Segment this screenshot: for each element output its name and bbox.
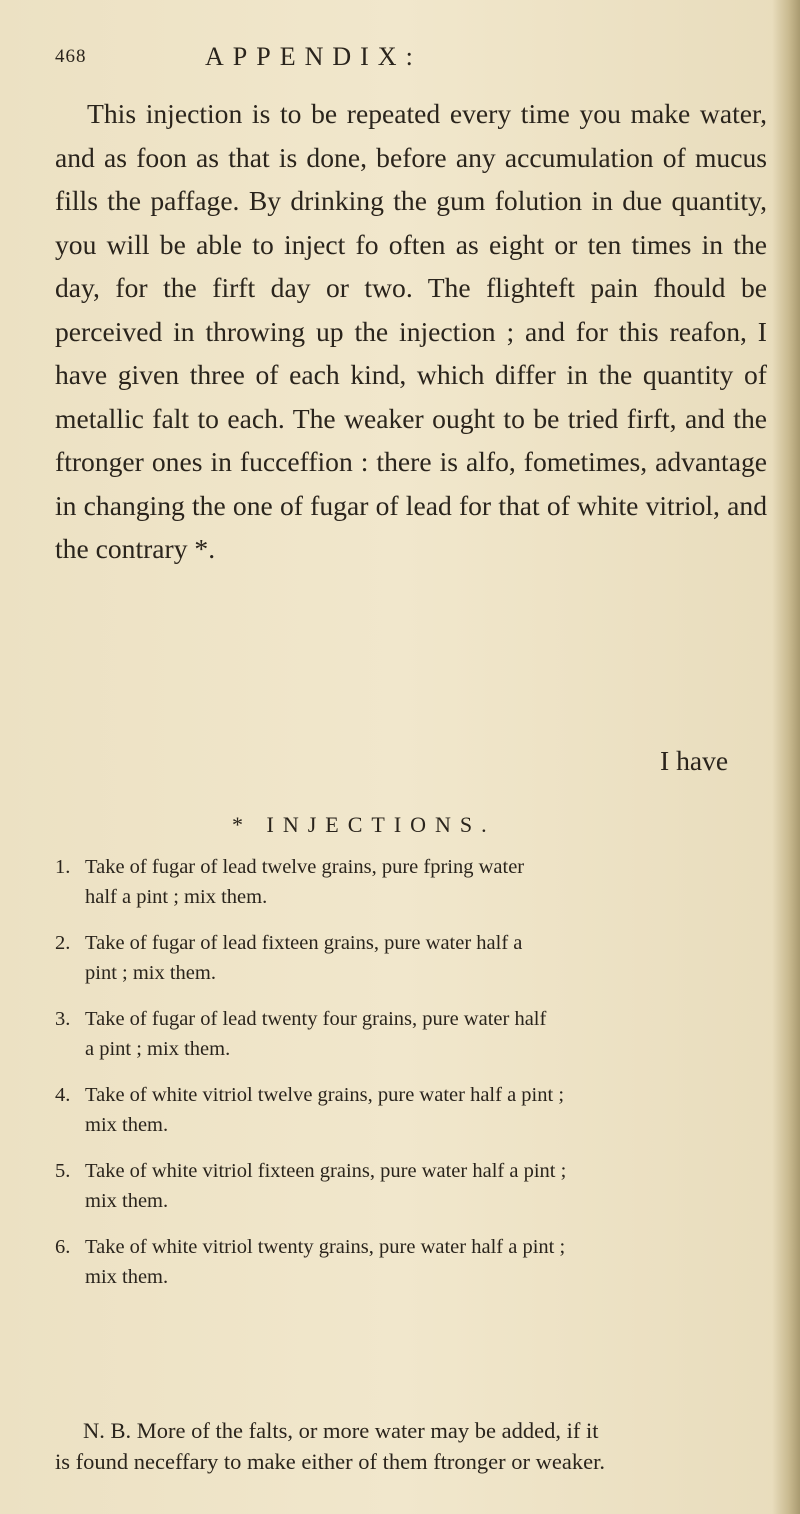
body-text <box>55 92 767 571</box>
recipe-number: 2. <box>55 932 71 954</box>
recipe-line: mix them. <box>85 1190 169 1212</box>
recipe-item <box>55 928 767 988</box>
note-line: N. B. More of the falts, or more water may be added, if it <box>83 1418 599 1443</box>
recipe-line: Take of fugar of lead twelve grains, pure fpring water <box>85 856 525 878</box>
nota-bene <box>55 1415 767 1477</box>
recipe-number: 3. <box>55 1008 71 1030</box>
recipe-list <box>55 852 767 1308</box>
recipe-number: 4. <box>55 1084 71 1106</box>
running-header <box>55 42 655 82</box>
recipe-line: Take of white vitriol twelve grains, pure water half a pint ; <box>85 1084 565 1106</box>
running-title: APPENDIX: <box>205 42 422 71</box>
recipe-line: a pint ; mix them. <box>85 1038 231 1060</box>
recipe-number: 5. <box>55 1160 71 1182</box>
recipe-item <box>55 1232 767 1292</box>
catchword: I have <box>660 745 729 776</box>
recipe-line: Take of fugar of lead twenty four grains, pure water half <box>85 1008 547 1030</box>
recipe-number: 1. <box>55 856 71 878</box>
main-paragraph: This injection is to be repeated every time you make water, and as foon as that is done, before any accumulation of mucus fills the paffage. By drinking the gum folution in due quantity, you will be able to inject fo often as eight or ten times in the day, for the firft day or two. The flighteft pain fhould be perceived in throwing up the injection ; and for this reafon, I have given three of each kind, which differ in the quantity of metallic falt to each. The weaker ought to be tried firft, and the ftronger ones in fucceffion : there is alfo, fometimes, advantage in changing the one of fugar of lead for that of white vitriol, and the contrary *. <box>55 98 767 564</box>
recipe-number: 6. <box>55 1236 71 1258</box>
page-number: 468 <box>55 46 87 67</box>
recipe-item <box>55 1080 767 1140</box>
section-title: * INJECTIONS. <box>232 812 496 837</box>
recipe-line: mix them. <box>85 1266 169 1288</box>
recipe-line: half a pint ; mix them. <box>85 886 268 908</box>
recipe-line: mix them. <box>85 1114 169 1136</box>
recipe-line: pint ; mix them. <box>85 962 216 984</box>
recipe-line: Take of fugar of lead fixteen grains, pure water half a <box>85 932 523 954</box>
page-edge-shadow <box>772 0 800 1514</box>
recipe-item <box>55 852 767 912</box>
recipe-line: Take of white vitriol twenty grains, pure water half a pint ; <box>85 1236 566 1258</box>
recipe-line: Take of white vitriol fixteen grains, pure water half a pint ; <box>85 1160 567 1182</box>
note-line: is found neceffary to make either of them ftronger or weaker. <box>55 1449 605 1474</box>
recipe-item <box>55 1156 767 1216</box>
recipe-item <box>55 1004 767 1064</box>
